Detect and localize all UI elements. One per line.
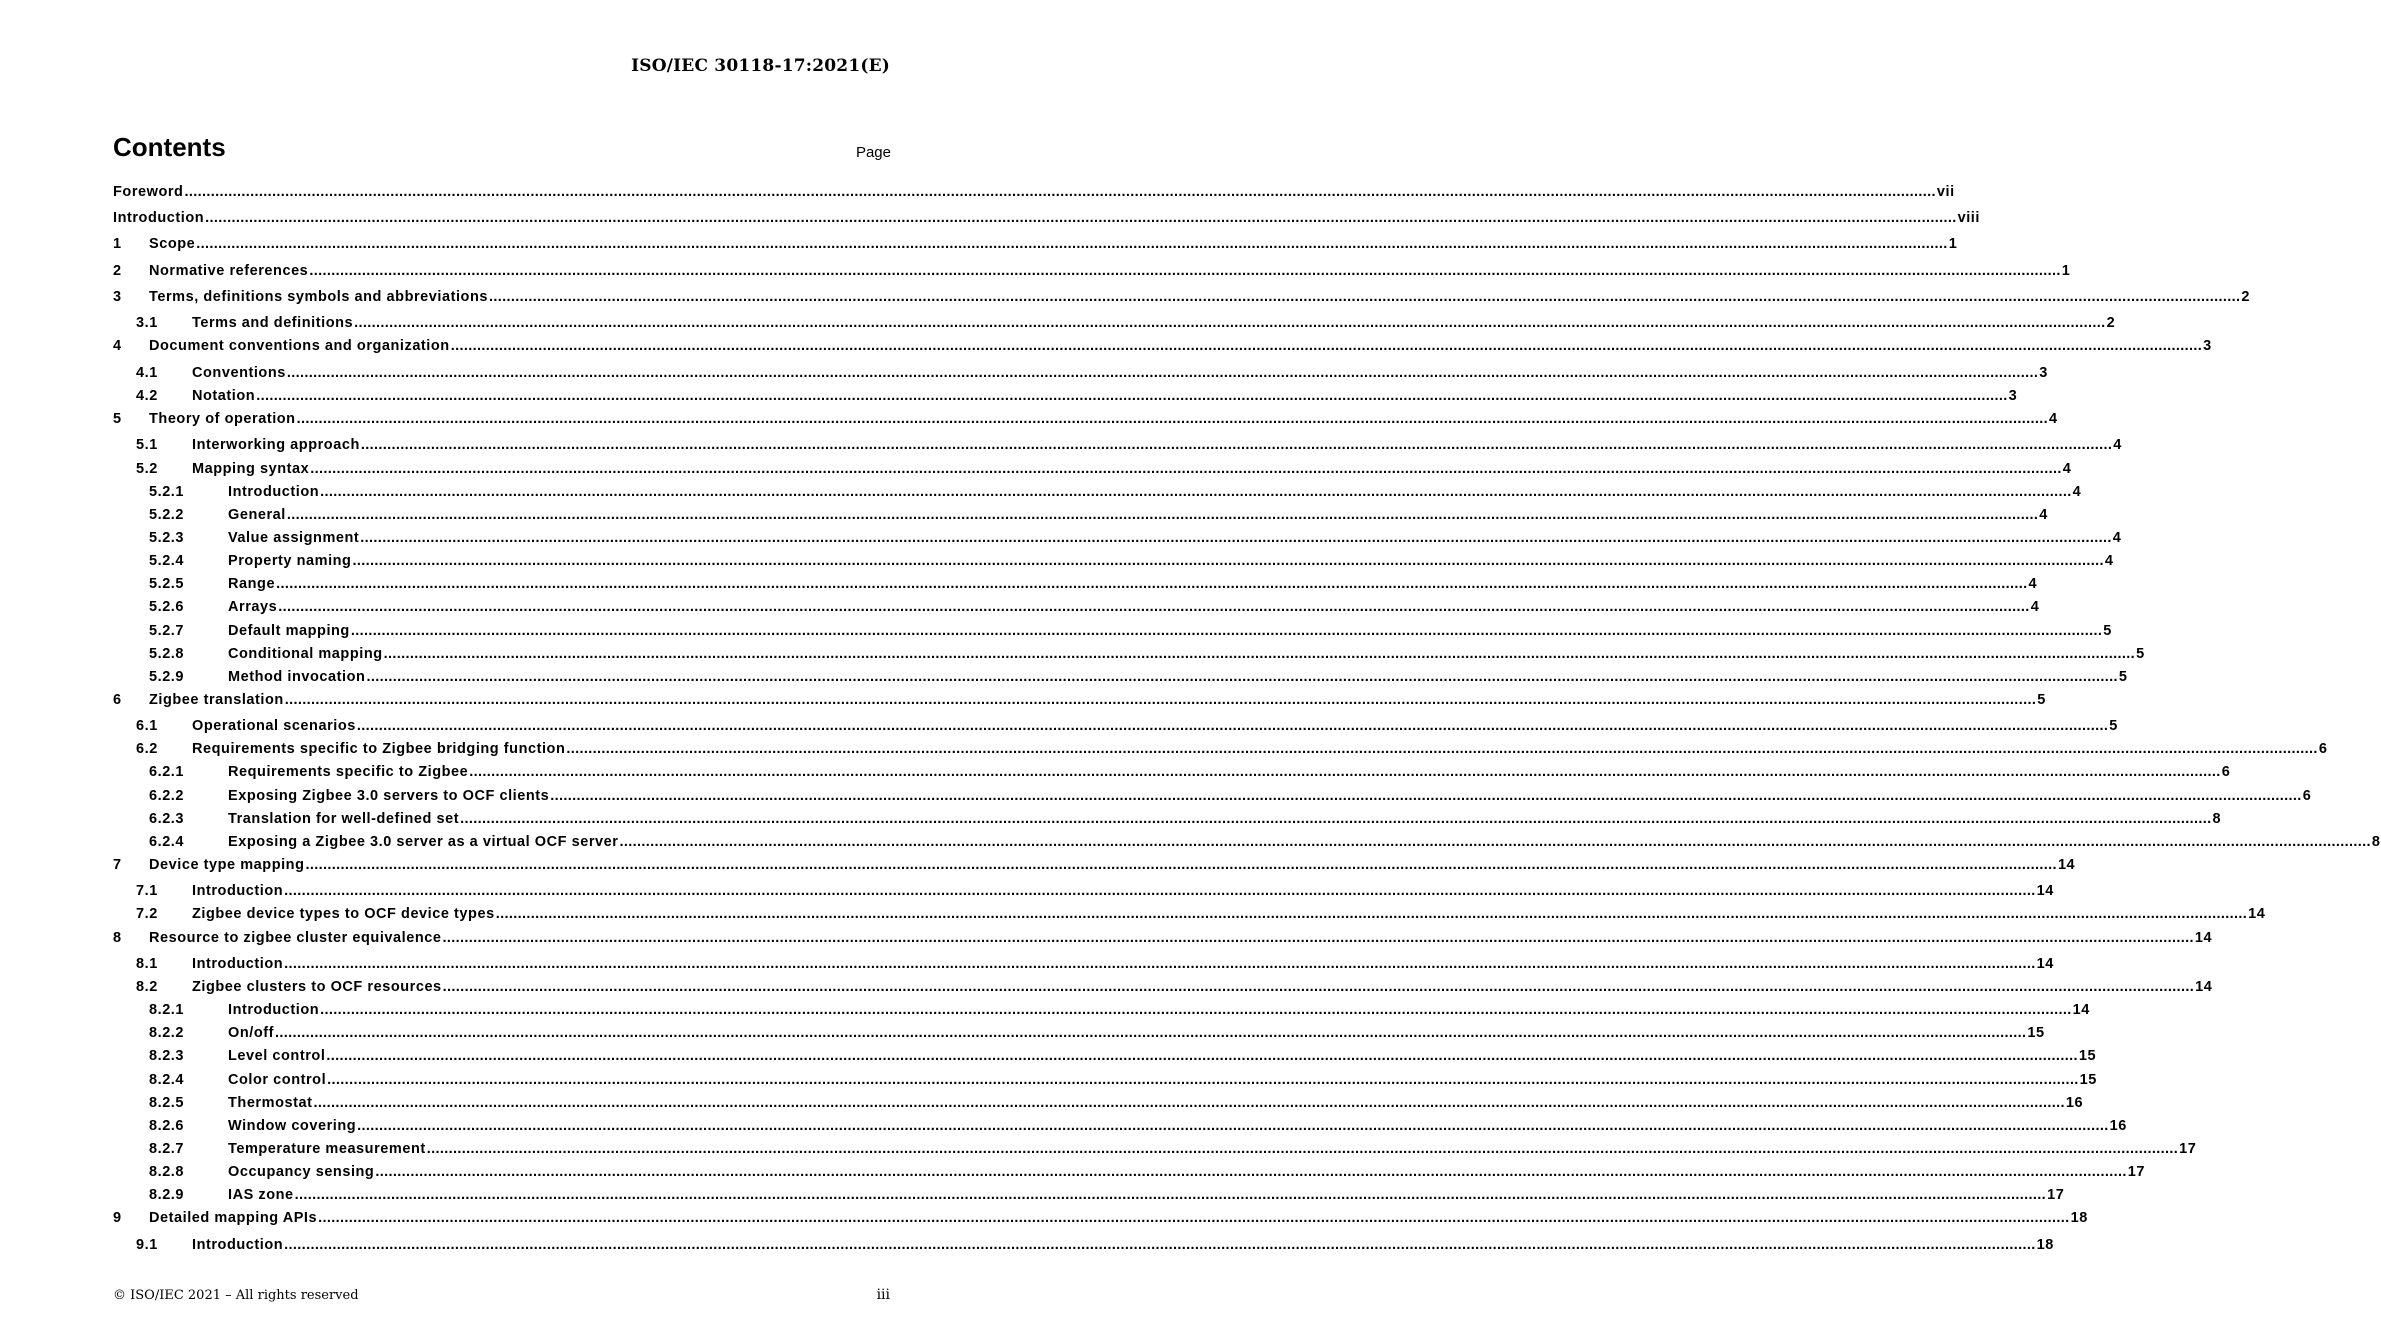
toc-entry-title: Device type mapping [149,857,305,873]
toc-entry[interactable] [113,386,2018,406]
toc-entry-title: Method invocation [228,669,366,685]
toc-entry-title: Introduction [113,210,205,226]
toc-entry-number: 6.1 [136,718,158,734]
contents-heading-row [113,132,891,166]
toc-entry-title: Notation [192,388,256,404]
toc-entry-page: 3 [2203,338,2212,354]
toc-entry[interactable] [113,832,2381,852]
toc-entry-line [149,234,1958,254]
toc-entry-number: 8 [113,930,122,946]
toc-entry-line [228,505,2048,525]
toc-entry-line [228,1162,2146,1182]
toc-entry-line [228,667,2128,687]
toc-entry-line [192,904,2266,924]
toc-entry-page: 1 [1948,236,1958,252]
toc-entry-title: Theory of operation [149,411,296,427]
toc-entry-page: 14 [2248,906,2266,922]
toc-entry-page: 5 [2109,718,2118,734]
toc-entry-line [192,716,2118,736]
toc-entry[interactable] [113,690,2046,710]
toc-dot-leader: ................................................................................................................................................................................................................................................................................................................................................................................................................ [356,718,2109,734]
toc-dot-leader: ................................................................................................................................................................................................................................................................................................................................................................................................................ [550,788,2302,804]
toc-entry-line [228,809,2222,829]
toc-entry-line [192,739,2328,759]
toc-entry-number: 4.1 [136,365,158,381]
toc-entry-page: 18 [2036,1237,2054,1253]
toc-entry[interactable] [113,528,2122,548]
toc-entry-line [228,551,2114,571]
toc-dot-leader: ................................................................................................................................................................................................................................................................................................................................................................................................................ [318,1210,2070,1226]
toc-entry-title: General [228,507,286,523]
toc-entry-number: 6.2.2 [149,788,184,804]
toc-entry-line [192,881,2054,901]
toc-entry-number: 8.2.5 [149,1095,184,1111]
toc-entry-number: 7.1 [136,883,158,899]
toc-dot-leader: ................................................................................................................................................................................................................................................................................................................................................................................................................ [284,956,2036,972]
toc-entry-line [228,482,2082,502]
toc-dot-leader: ................................................................................................................................................................................................................................................................................................................................................................................................................ [286,507,2039,523]
toc-entry-title: Value assignment [228,530,360,546]
toc-entry-page: 17 [2179,1141,2197,1157]
toc-entry[interactable] [113,621,2112,641]
toc-entry[interactable] [113,1235,2054,1255]
toc-entry-title: Interworking approach [192,437,360,453]
toc-entry-page: 2 [2241,289,2251,305]
toc-dot-leader: ................................................................................................................................................................................................................................................................................................................................................................................................................ [310,461,2062,477]
toc-entry-page: 4 [2072,484,2082,500]
toc-entry-title: Property naming [228,553,352,569]
toc-entry-number: 8.2.4 [149,1072,184,1088]
toc-entry[interactable] [113,716,2118,736]
toc-entry-line [192,459,2072,479]
toc-entry-line [149,855,2076,875]
toc-dot-leader: ................................................................................................................................................................................................................................................................................................................................................................................................................ [309,263,2061,279]
toc-entry-title: Scope [149,236,196,252]
toc-entry-number: 6.2 [136,741,158,757]
toc-entry[interactable] [113,1185,2065,1205]
toc-entry-line [228,621,2112,641]
toc-dot-leader: ................................................................................................................................................................................................................................................................................................................................................................................................................ [278,599,2030,615]
toc-entry-title: Foreword [113,184,184,200]
toc-entry-title: Introduction [228,1002,320,1018]
toc-entry-title: Arrays [228,599,278,615]
toc-entry-number: 5.2.1 [149,484,184,500]
toc-entry-number: 5.2.2 [149,507,184,523]
toc-entry-number: 8.2.7 [149,1141,184,1157]
toc-entry-line [192,313,2116,333]
toc-entry-title: Default mapping [228,623,350,639]
toc-entry-title: Exposing a Zigbee 3.0 server as a virtual OCF server [228,834,619,850]
toc-entry[interactable] [113,182,1955,202]
toc-entry-number: 7.2 [136,906,158,922]
toc-entry-number: 6 [113,692,122,708]
toc-dot-leader: ................................................................................................................................................................................................................................................................................................................................................................................................................ [352,553,2104,569]
toc-entry-page: 4 [2113,437,2122,453]
toc-entry-line [228,1023,2045,1043]
toc-entry-title: Requirements specific to Zigbee [228,764,469,780]
toc-entry-line [192,954,2054,974]
toc-entry[interactable] [113,881,2054,901]
toc-entry[interactable] [113,234,1958,254]
toc-entry-line [228,528,2122,548]
toc-entry-page: 4 [2062,461,2072,477]
toc-dot-leader: ................................................................................................................................................................................................................................................................................................................................................................................................................ [294,1187,2047,1203]
toc-entry[interactable] [113,1208,2088,1228]
toc-entry-line [149,690,2046,710]
toc-entry-line [192,363,2048,383]
toc-entry-page: 15 [2027,1025,2045,1041]
toc-entry[interactable] [113,261,2071,281]
toc-dot-leader: ................................................................................................................................................................................................................................................................................................................................................................................................................ [357,1118,2109,1134]
toc-entry-number: 5.2.9 [149,669,184,685]
toc-entry-page: 4 [2104,553,2114,569]
copyright-notice: © ISO/IEC 2021 – All rights reserved [113,1288,359,1303]
toc-entry-page: 17 [2127,1164,2146,1180]
toc-entry-title: Introduction [228,484,320,500]
toc-entry-title: IAS zone [228,1187,294,1203]
toc-dot-leader: ................................................................................................................................................................................................................................................................................................................................................................................................................ [442,930,2194,946]
toc-entry[interactable] [113,574,2038,594]
toc-entry-page: 6 [2318,741,2328,757]
toc-entry[interactable] [113,208,1980,228]
toc-entry-page: 18 [2070,1210,2088,1226]
toc-entry-number: 1 [113,236,122,252]
toc-entry-number: 8.1 [136,956,158,972]
toc-entry-number: 6.2.4 [149,834,184,850]
toc-dot-leader: ................................................................................................................................................................................................................................................................................................................................................................................................................ [320,484,2072,500]
toc-entry-number: 8.2.8 [149,1164,184,1180]
toc-entry-page: 14 [2195,979,2213,995]
toc-entry-number: 9 [113,1210,122,1226]
toc-dot-leader: ................................................................................................................................................................................................................................................................................................................................................................................................................ [495,906,2248,922]
toc-entry-number: 5.2.3 [149,530,184,546]
toc-entry-page: 6 [2221,764,2231,780]
toc-entry[interactable] [113,928,2213,948]
toc-entry-title: Window covering [228,1118,357,1134]
toc-entry-title: Exposing Zigbee 3.0 servers to OCF clients [228,788,550,804]
toc-entry-title: Operational scenarios [192,718,356,734]
toc-entry-line [228,1000,2090,1020]
toc-entry-line [113,208,1980,228]
toc-entry-number: 5.2.4 [149,553,184,569]
toc-entry-line [228,832,2381,852]
toc-dot-leader: ................................................................................................................................................................................................................................................................................................................................................................................................................ [305,857,2057,873]
toc-entry-title: Terms, definitions symbols and abbreviations [149,289,488,305]
toc-entry-line [228,1185,2065,1205]
toc-entry[interactable] [113,1162,2146,1182]
toc-entry-page: 14 [2036,956,2054,972]
toc-entry-line [149,261,2071,281]
toc-entry-title: Occupancy sensing [228,1164,375,1180]
toc-entry[interactable] [113,363,2048,383]
toc-entry-line [192,386,2018,406]
toc-entry-page: 14 [2072,1002,2090,1018]
toc-entry-title: Zigbee device types to OCF device types [192,906,495,922]
page-number: iii [876,1287,890,1303]
toc-entry-line [228,574,2038,594]
toc-entry-page: 14 [2194,930,2213,946]
toc-entry-line [228,1139,2197,1159]
toc-entry-number: 5.2.5 [149,576,184,592]
toc-dot-leader: ................................................................................................................................................................................................................................................................................................................................................................................................................ [284,883,2036,899]
toc-entry-page: 8 [2371,834,2381,850]
toc-entry-number: 5.2.8 [149,646,184,662]
toc-entry-page: 16 [2109,1118,2127,1134]
toc-entry[interactable] [113,409,2058,429]
toc-entry-number: 8.2.9 [149,1187,184,1203]
document-identifier: ISO/IEC 30118-17:2021(E) [631,56,890,76]
toc-entry[interactable] [113,551,2114,571]
toc-dot-leader: ................................................................................................................................................................................................................................................................................................................................................................................................................ [460,811,2212,827]
toc-entry[interactable] [113,1023,2045,1043]
toc-entry-page: 4 [2112,530,2122,546]
toc-entry[interactable] [113,313,2116,333]
toc-entry-page: 3 [2039,365,2048,381]
toc-dot-leader: ................................................................................................................................................................................................................................................................................................................................................................................................................ [366,669,2118,685]
toc-dot-leader: ................................................................................................................................................................................................................................................................................................................................................................................................................ [327,1072,2079,1088]
toc-dot-leader: ................................................................................................................................................................................................................................................................................................................................................................................................................ [619,834,2371,850]
toc-dot-leader: ................................................................................................................................................................................................................................................................................................................................................................................................................ [383,646,2136,662]
toc-dot-leader: ................................................................................................................................................................................................................................................................................................................................................................................................................ [354,315,2106,331]
toc-dot-leader: ................................................................................................................................................................................................................................................................................................................................................................................................................ [284,692,2037,708]
toc-entry-title: Conditional mapping [228,646,383,662]
toc-entry-title: Requirements specific to Zigbee bridging function [192,741,566,757]
toc-entry-line [228,1070,2097,1090]
toc-entry-title: Zigbee translation [149,692,284,708]
toc-entry-line [149,409,2058,429]
toc-entry[interactable] [113,1093,2084,1113]
toc-entry[interactable] [113,786,2312,806]
toc-entry-page: 17 [2047,1187,2065,1203]
toc-entry-line [228,644,2145,664]
toc-dot-leader: ................................................................................................................................................................................................................................................................................................................................................................................................................ [284,1237,2036,1253]
toc-entry-title: Terms and definitions [192,315,354,331]
toc-dot-leader: ................................................................................................................................................................................................................................................................................................................................................................................................................ [276,576,2028,592]
toc-entry-line [228,762,2231,782]
toc-dot-leader: ................................................................................................................................................................................................................................................................................................................................................................................................................ [256,388,2008,404]
toc-entry-number: 8.2 [136,979,158,995]
toc-dot-leader: ................................................................................................................................................................................................................................................................................................................................................................................................................ [205,210,1957,226]
toc-entry-number: 3 [113,289,122,305]
page-column-label: Page [855,144,891,161]
toc-dot-leader: ................................................................................................................................................................................................................................................................................................................................................................................................................ [274,1025,2027,1041]
toc-entry-page: 4 [2030,599,2040,615]
toc-entry-page: 4 [2028,576,2038,592]
toc-entry-title: On/off [228,1025,274,1041]
toc-dot-leader: ................................................................................................................................................................................................................................................................................................................................................................................................................ [442,979,2195,995]
toc-entry[interactable] [113,1116,2127,1136]
toc-entry-title: Thermostat [228,1095,313,1111]
toc-entry[interactable] [113,1139,2197,1159]
toc-entry-title: Mapping syntax [192,461,310,477]
toc-entry-title: Range [228,576,276,592]
toc-entry-page: 5 [2118,669,2128,685]
toc-entry-number: 8.2.2 [149,1025,184,1041]
toc-entry-page: 16 [2065,1095,2084,1111]
toc-entry-number: 8.2.6 [149,1118,184,1134]
toc-entry-number: 5.2.6 [149,599,184,615]
toc-entry-title: Resource to zigbee cluster equivalence [149,930,442,946]
toc-entry-number: 7 [113,857,122,873]
toc-dot-leader: ................................................................................................................................................................................................................................................................................................................................................................................................................ [286,365,2039,381]
toc-entry-page: 2 [2106,315,2116,331]
toc-entry-line [149,1208,2088,1228]
toc-entry-page: 3 [2008,388,2018,404]
toc-entry-title: Color control [228,1072,327,1088]
toc-entry[interactable] [113,977,2213,997]
toc-entry[interactable] [113,1000,2090,1020]
toc-entry-title: Temperature measurement [228,1141,426,1157]
toc-entry-number: 8.2.3 [149,1048,184,1064]
toc-entry-line [149,336,2212,356]
toc-entry-line [228,597,2040,617]
toc-dot-leader: ................................................................................................................................................................................................................................................................................................................................................................................................................ [469,764,2221,780]
toc-entry[interactable] [113,597,2040,617]
toc-dot-leader: ................................................................................................................................................................................................................................................................................................................................................................................................................ [326,1048,2078,1064]
toc-entry-page: vii [1936,184,1955,200]
toc-dot-leader: ................................................................................................................................................................................................................................................................................................................................................................................................................ [184,184,1936,200]
toc-entry-line [228,1116,2127,1136]
toc-entry[interactable] [113,855,2076,875]
toc-dot-leader: ................................................................................................................................................................................................................................................................................................................................................................................................................ [196,236,1948,252]
toc-entry-number: 5.2 [136,461,158,477]
toc-dot-leader: ................................................................................................................................................................................................................................................................................................................................................................................................................ [360,530,2112,546]
toc-entry-title: Zigbee clusters to OCF resources [192,979,442,995]
toc-entry-page: 1 [2061,263,2071,279]
toc-dot-leader: ................................................................................................................................................................................................................................................................................................................................................................................................................ [426,1141,2179,1157]
toc-entry[interactable] [113,1070,2097,1090]
toc-entry[interactable] [113,809,2222,829]
toc-entry-title: Introduction [192,956,284,972]
toc-entry-number: 9.1 [136,1237,158,1253]
toc-entry[interactable] [113,904,2266,924]
toc-entry-line [192,1235,2054,1255]
toc-entry[interactable] [113,505,2048,525]
toc-entry-page: 4 [2039,507,2048,523]
toc-entry-number: 3.1 [136,315,158,331]
toc-entry-line [192,435,2122,455]
toc-entry-page: 8 [2212,811,2222,827]
toc-entry-page: 15 [2078,1048,2097,1064]
toc-entry-page: 14 [2036,883,2054,899]
toc-entry[interactable] [113,644,2145,664]
toc-entry[interactable] [113,435,2122,455]
toc-dot-leader: ................................................................................................................................................................................................................................................................................................................................................................................................................ [450,338,2203,354]
toc-entry-number: 5 [113,411,122,427]
toc-entry-line [228,1093,2084,1113]
toc-entry[interactable] [113,739,2328,759]
toc-entry-line [149,287,2251,307]
toc-entry-title: Conventions [192,365,286,381]
toc-dot-leader: ................................................................................................................................................................................................................................................................................................................................................................................................................ [350,623,2103,639]
toc-entry[interactable] [113,482,2082,502]
toc-dot-leader: ................................................................................................................................................................................................................................................................................................................................................................................................................ [566,741,2318,757]
toc-entry-line [113,182,1955,202]
toc-entry-page: 15 [2079,1072,2097,1088]
toc-entry-page: 5 [2103,623,2112,639]
toc-entry-title: Level control [228,1048,326,1064]
toc-entry[interactable] [113,459,2072,479]
toc-entry-number: 6.2.3 [149,811,184,827]
toc-entry-title: Normative references [149,263,309,279]
toc-dot-leader: ................................................................................................................................................................................................................................................................................................................................................................................................................ [320,1002,2072,1018]
toc-entry-line [192,977,2213,997]
toc-entry-number: 8.2.1 [149,1002,184,1018]
toc-entry-page: 6 [2302,788,2312,804]
toc-entry-number: 4 [113,338,122,354]
toc-entry-number: 2 [113,263,122,279]
toc-entry[interactable] [113,287,2251,307]
toc-dot-leader: ................................................................................................................................................................................................................................................................................................................................................................................................................ [488,289,2241,305]
toc-dot-leader: ................................................................................................................................................................................................................................................................................................................................................................................................................ [360,437,2113,453]
toc-dot-leader: ................................................................................................................................................................................................................................................................................................................................................................................................................ [313,1095,2065,1111]
toc-entry-title: Introduction [192,883,284,899]
toc-entry[interactable] [113,762,2231,782]
toc-entry-number: 5.2.7 [149,623,184,639]
toc-entry-title: Translation for well-defined set [228,811,460,827]
toc-entry-page: 14 [2057,857,2076,873]
toc-entry-number: 4.2 [136,388,158,404]
toc-entry-page: 5 [2037,692,2046,708]
toc-entry-title: Introduction [192,1237,284,1253]
toc-dot-leader: ................................................................................................................................................................................................................................................................................................................................................................................................................ [375,1164,2127,1180]
toc-entry[interactable] [113,954,2054,974]
toc-entry[interactable] [113,336,2212,356]
toc-entry-page: 5 [2136,646,2145,662]
toc-entry-number: 5.1 [136,437,158,453]
contents-title: Contents [113,132,226,162]
toc-entry-title: Detailed mapping APIs [149,1210,318,1226]
toc-entry-number: 6.2.1 [149,764,184,780]
toc-entry-page: 4 [2049,411,2058,427]
toc-dot-leader: ................................................................................................................................................................................................................................................................................................................................................................................................................ [296,411,2049,427]
toc-entry-line [228,786,2312,806]
toc-entry[interactable] [113,1046,2097,1066]
toc-entry-title: Document conventions and organization [149,338,450,354]
toc-entry[interactable] [113,667,2128,687]
toc-entry-line [149,928,2213,948]
toc-entry-page: viii [1957,210,1980,226]
toc-entry-line [228,1046,2097,1066]
